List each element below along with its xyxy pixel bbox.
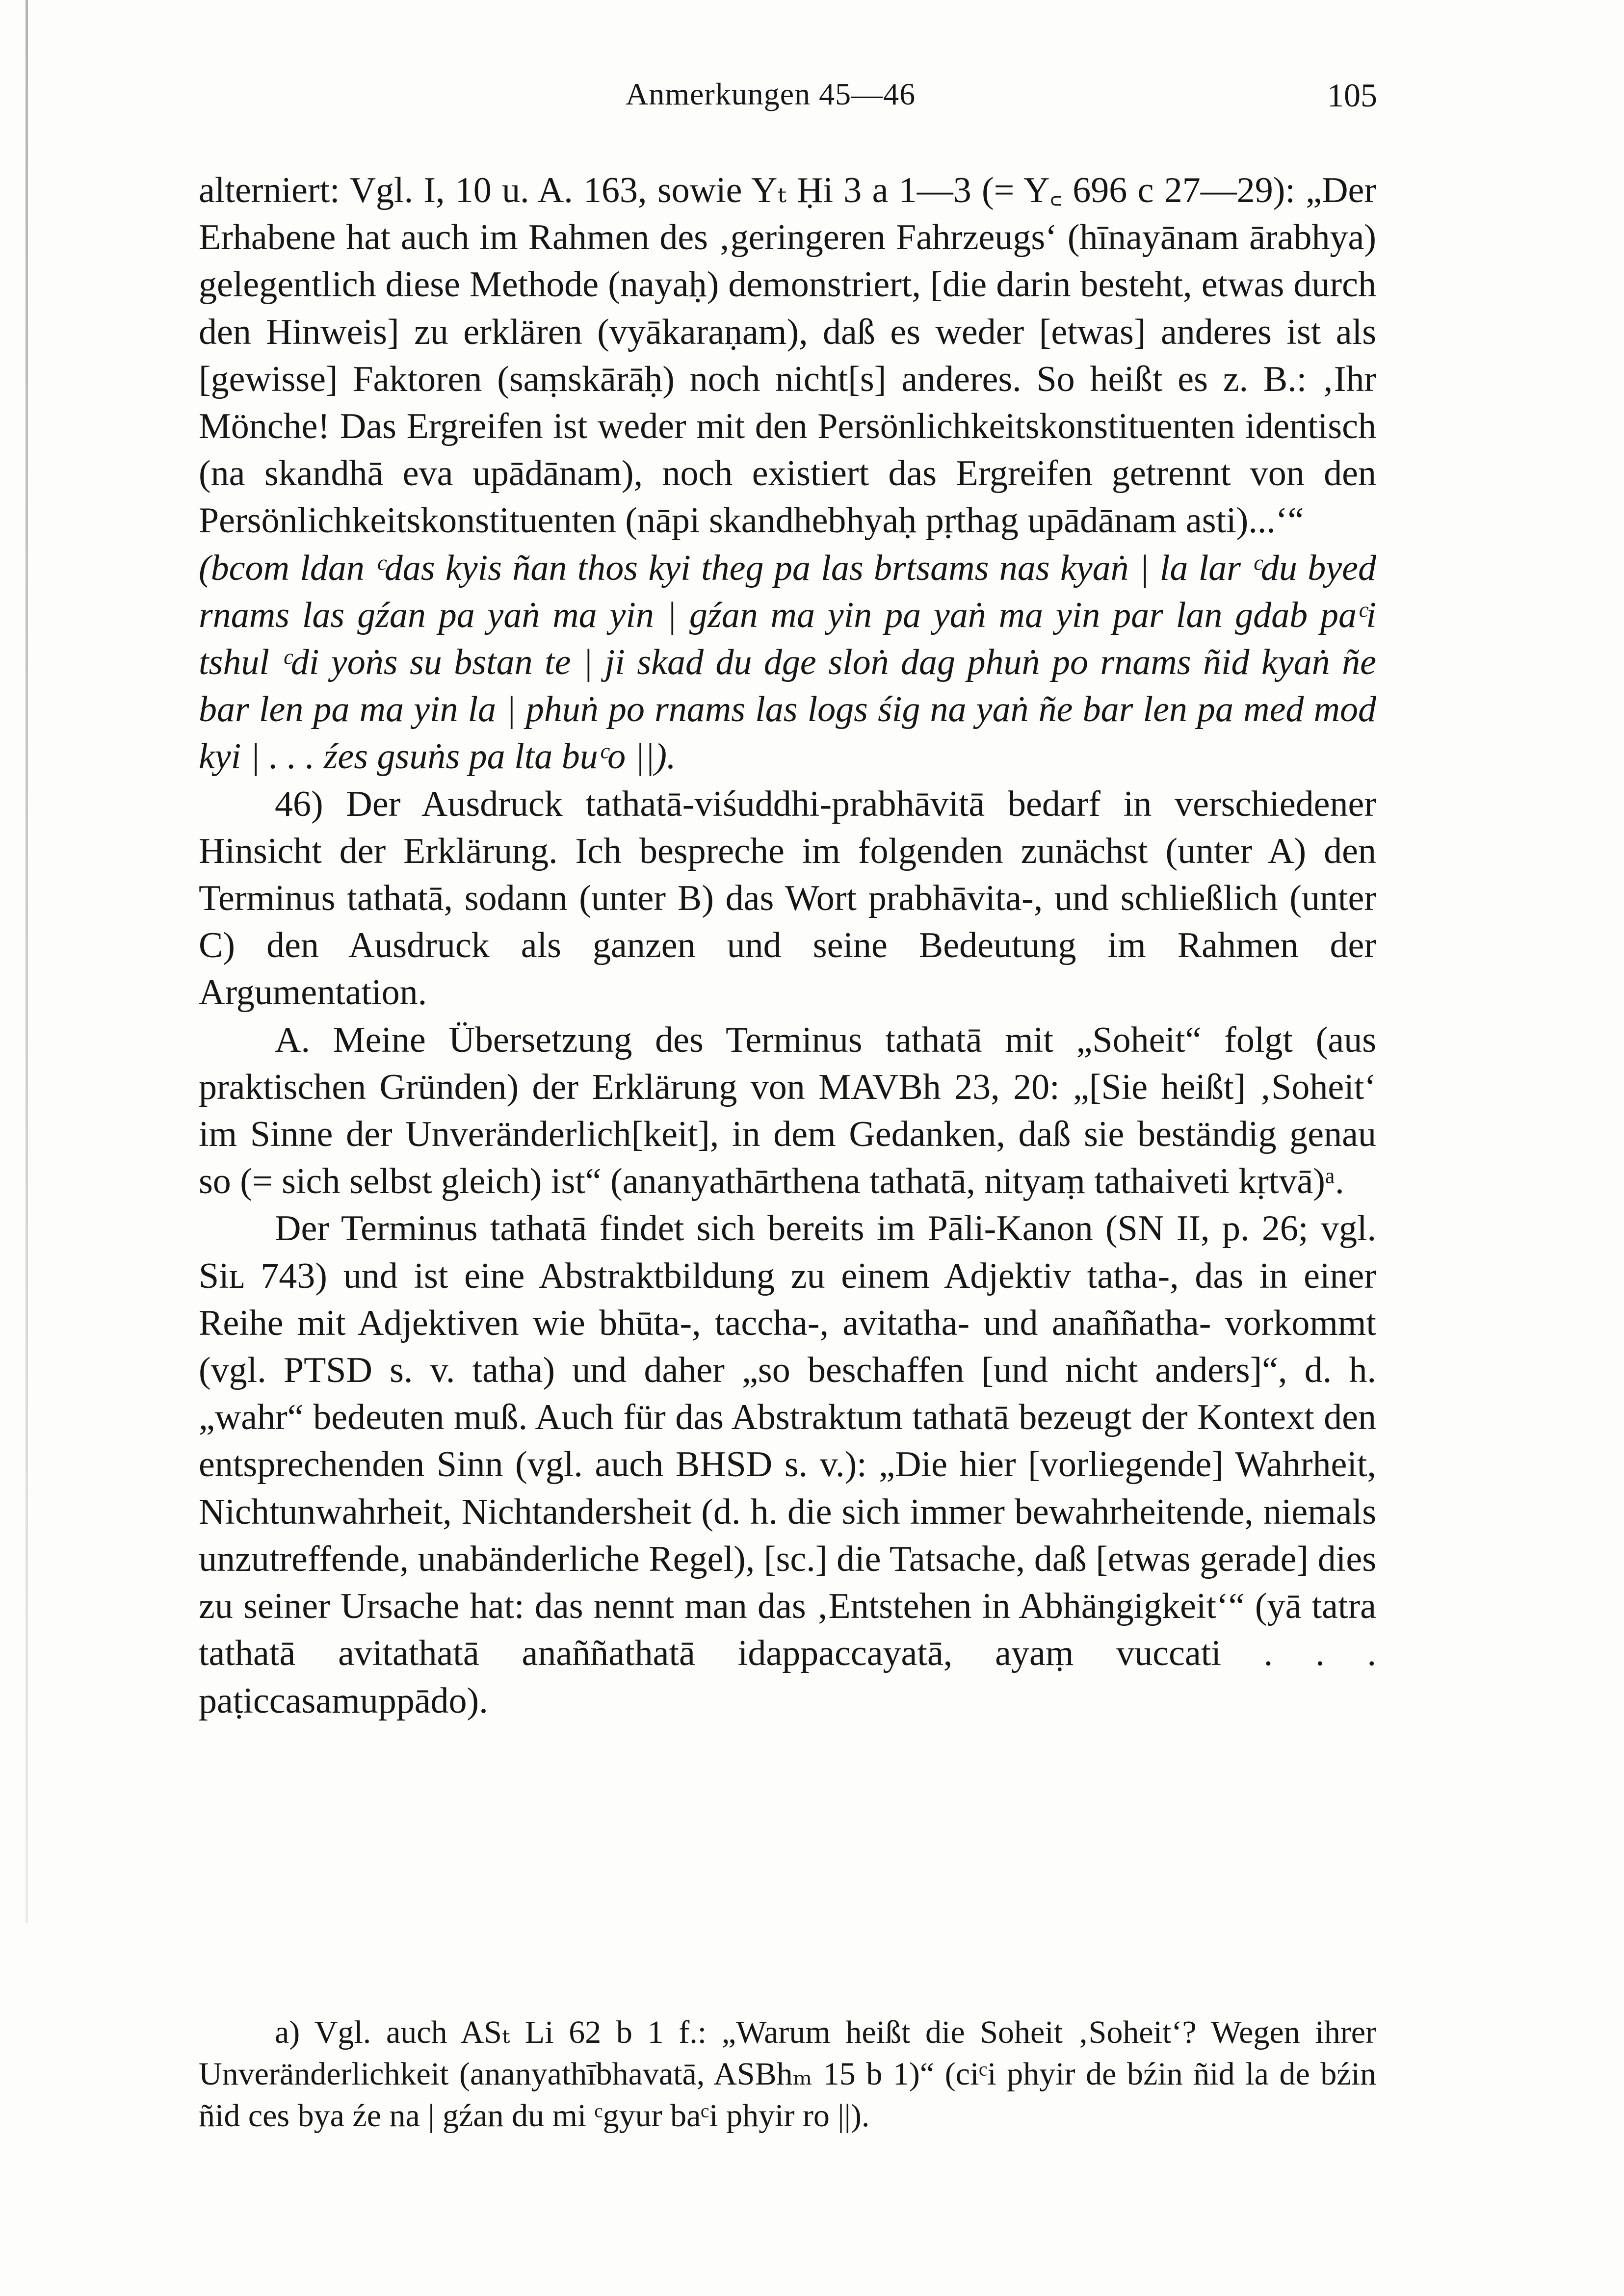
paragraph-tathata-pali: Der Terminus tathatā findet sich bereits im Pāli-Kanon (SN II, p. 26; vgl. Siʟ 743) und ist eine Abstraktbildung zu einem Adjektiv tatha-, das in einer Reihe mit Adjektiven wie bhūta-, taccha-, avitatha- und anaññatha- vorkommt (vgl. PTSD s. v. tatha) und daher „so beschaffen [und nicht anders]“, d. h. „wahr“ bedeuten muß. Auch für das Abstraktum tathatā bezeugt der Kontext den entsprechenden Sinn (vgl. auch BHSD s. v.): „Die hier [vorliegende] Wahrheit, Nichtunwahrheit, Nichtandersheit (d. h. die sich immer bewahrheitende, niemals unzutreffende, unabänderliche Regel), [sc.] die Tatsache, daß [etwas gerade] dies zu seiner Ursache hat: das nennt man das ‚Entstehen in Abhängigkeit‘“ (yā tatra tathatā avitathatā anaññathatā idappaccayatā, ayaṃ vuccati . . . paṭiccasamuppādo). bbox=[199, 1208, 1376, 1721]
page-number: 105 bbox=[1327, 77, 1377, 114]
paragraph-tibetan-quote: (bcom ldan ᶜdas kyis ñan thos kyi theg pa las brtsams nas kyaṅ | la lar ᶜdu byed rnams las gźan pa yaṅ ma yin | gźan ma yin pa yaṅ ma yin par lan gdab paᶜi tshul ᶜdi yoṅs su bstan te | ji skad du dge sloṅ dag phuṅ po rnams ñid kyaṅ ñe bar len pa ma yin la | phuṅ po rnams las logs śig na yaṅ ñe bar len pa med mod kyi | . . . źes gsuṅs pa lta buᶜo ||). bbox=[199, 548, 1376, 777]
running-title: Anmerkungen 45—46 bbox=[626, 77, 916, 111]
footnote-a: a) Vgl. auch ASₜ Li 62 b 1 f.: „Warum heißt die Soheit ‚Soheit‘? Wegen ihrer Unveränderlichkeit (ananyathībhavatā, ASBhₘ 15 b 1)“ (ciᶜi phyir de bźin ñid la de bźin ñid ces bya źe na | gźan du mi ᶜgyur baᶜi phyir ro ||). bbox=[199, 2014, 1376, 2134]
main-text bbox=[199, 167, 1376, 1724]
paragraph-note-45-continuation: alterniert: Vgl. I, 10 u. A. 163, sowie Yₜ Ḥi 3 a 1—3 (= Y꜀ 696 c 27—29): „Der Erhabene hat auch im Rahmen des ‚geringeren Fahrzeugs‘ (hīnayānam ārabhya) gelegentlich diese Methode (nayaḥ) demonstriert, [die darin besteht, etwas durch den Hinweis] zu erklären (vyākaraṇam), daß es weder [etwas] anderes ist als [gewisse] Faktoren (saṃskārāḥ) noch nicht[s] anderes. So heißt es z. B.: ‚Ihr Mönche! Das Ergreifen ist weder mit den Persönlichkeitskonstituenten identisch (na skandhā eva upādānam), noch existiert das Ergreifen getrennt von den Persönlichkeitskonstituenten (nāpi skandhebhyaḥ pṛthag upādānam asti)...‘“ bbox=[199, 170, 1376, 541]
paragraph-section-a: A. Meine Übersetzung des Terminus tathatā mit „Soheit“ folgt (aus praktischen Gründen) der Erklärung von MAVBh 23, 20: „[Sie heißt] ‚Soheit‘ im Sinne der Unveränderlich[keit], in dem Gedanken, daß sie beständig genau so (= sich selbst gleich) ist“ (ananyathārthena tathatā, nityaṃ tathaiveti kṛtvā)ᵃ. bbox=[199, 1019, 1376, 1202]
paragraph-note-46-intro: 46) Der Ausdruck tathatā-viśuddhi-prabhāvitā bedarf in verschiedener Hinsicht der Erklärung. Ich bespreche im folgenden zunächst (unter A) den Terminus tathatā, sodann (unter B) das Wort prabhāvita-, und schließlich (unter C) den Ausdruck als ganzen und seine Bedeutung im Rahmen der Argumentation. bbox=[199, 783, 1376, 1013]
scan-binding-edge bbox=[26, 0, 28, 1923]
footnotes bbox=[199, 2011, 1376, 2137]
